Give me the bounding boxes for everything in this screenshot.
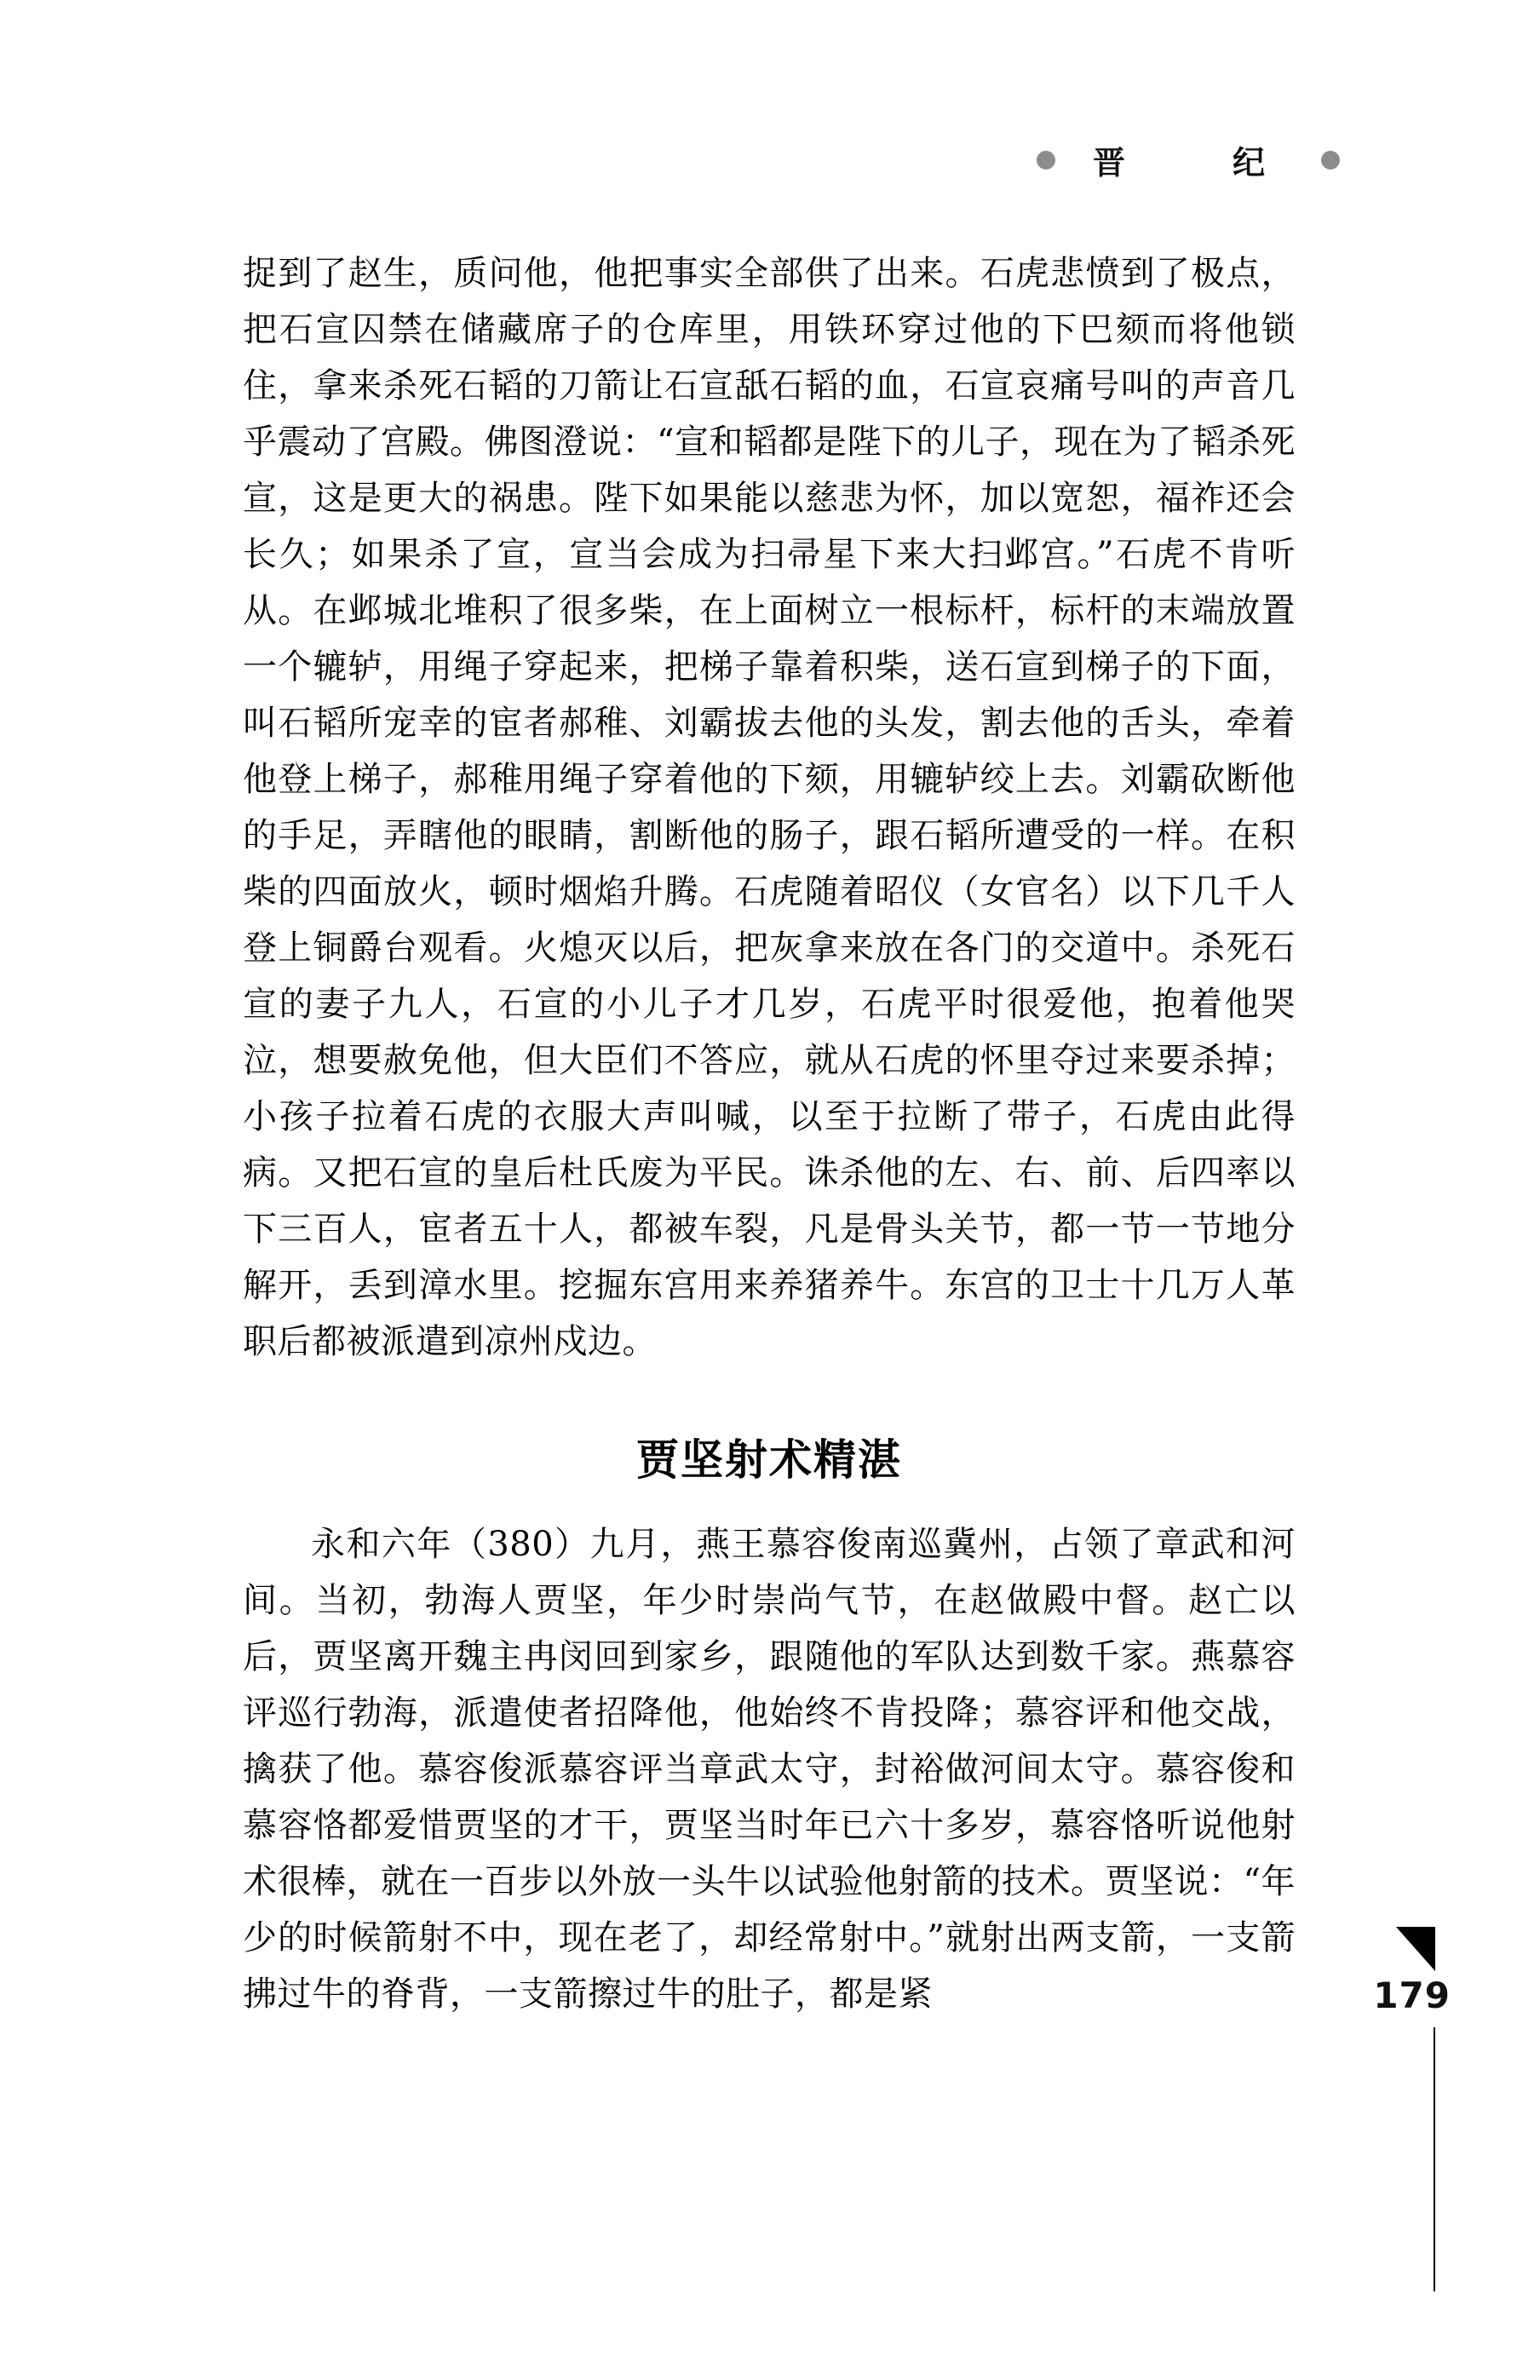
running-head-title: 晋 纪: [1092, 144, 1302, 181]
bullet-dot-icon: [1321, 151, 1340, 170]
page-corner-mark-icon: [1396, 1927, 1435, 1971]
page-number: 179: [1373, 1975, 1451, 2016]
page-edge-rule: [1434, 2027, 1435, 2291]
bullet-dot-icon: [1037, 151, 1055, 170]
paragraph: 捉到了赵生，质问他，他把事实全部供了出来。石虎悲愤到了极点，把石宣囚禁在储藏席子的仓库里，用铁环穿过他的下巴颏而将他锁住，拿来杀死石韬的刀箭让石宣舐石韬的血，石宣哀痛号叫的声音几乎震动了宫殿。佛图澄说：“宣和韬都是陛下的儿子，现在为了韬杀死宣，这是更大的祸患。陛下如果能以慈悲为怀，加以宽恕，福祚还会长久；如果杀了宣，宣当会成为扫帚星下来大扫邺宫。”石虎不肯听从。在邺城北堆积了很多柴，在上面树立一根标杆，标杆的末端放置一个辘轳，用绳子穿起来，把梯子靠着积柴，送石宣到梯子的下面，叫石韬所宠幸的宦者郝稚、刘霸拔去他的头发，割去他的舌头，牵着他登上梯子，郝稚用绳子穿着他的下颏，用辘轳绞上去。刘霸砍断他的手足，弄瞎他的眼睛，割断他的肠子，跟石韬所遭受的一样。在积柴的四面放火，顿时烟焰升腾。石虎随着昭仪（女官名）以下几千人登上铜爵台观看。火熄灭以后，把灰拿来放在各门的交道中。杀死石宣的妻子九人，石宣的小儿子才几岁，石虎平时很爱他，抱着他哭泣，想要赦免他，但大臣们不答应，就从石虎的怀里夺过来要杀掉；小孩子拉着石虎的衣服大声叫喊，以至于拉断了带子，石虎由此得病。又把石宣的皇后杜氏废为平民。诛杀他的左、右、前、后四率以下三百人，宦者五十人，都被车裂，凡是骨头关节，都一节一节地分解开，丢到漳水里。挖掘东宫用来养猪养牛。东宫的卫士十几万人革职后都被派遣到凉州戍边。: [243, 254, 1296, 1361]
body-content: [243, 245, 1296, 2022]
running-head: [1037, 136, 1340, 183]
section-title: 贾坚射术精湛: [636, 1435, 902, 1485]
paragraph: 永和六年（380）九月，燕王慕容俊南巡冀州，占领了章武和河间。当初，勃海人贾坚，年少时崇尚气节，在赵做殿中督。赵亡以后，贾坚离开魏主冉闵回到家乡，跟随他的军队达到数千家。燕慕容评巡行勃海，派遣使者招降他，他始终不肯投降；慕容评和他交战，擒获了他。慕容俊派慕容评当章武太守，封裕做河间太守。慕容俊和慕容恪都爱惜贾坚的才干，贾坚当时年已六十多岁，慕容恪听说他射术很棒，就在一百步以外放一头牛以试验他射箭的技术。贾坚说：“年少的时候箭射不中，现在老了，却经常射中。”就射出两支箭，一支箭拂过牛的脊背，一支箭擦过牛的肚子，都是紧: [243, 1525, 1296, 2014]
